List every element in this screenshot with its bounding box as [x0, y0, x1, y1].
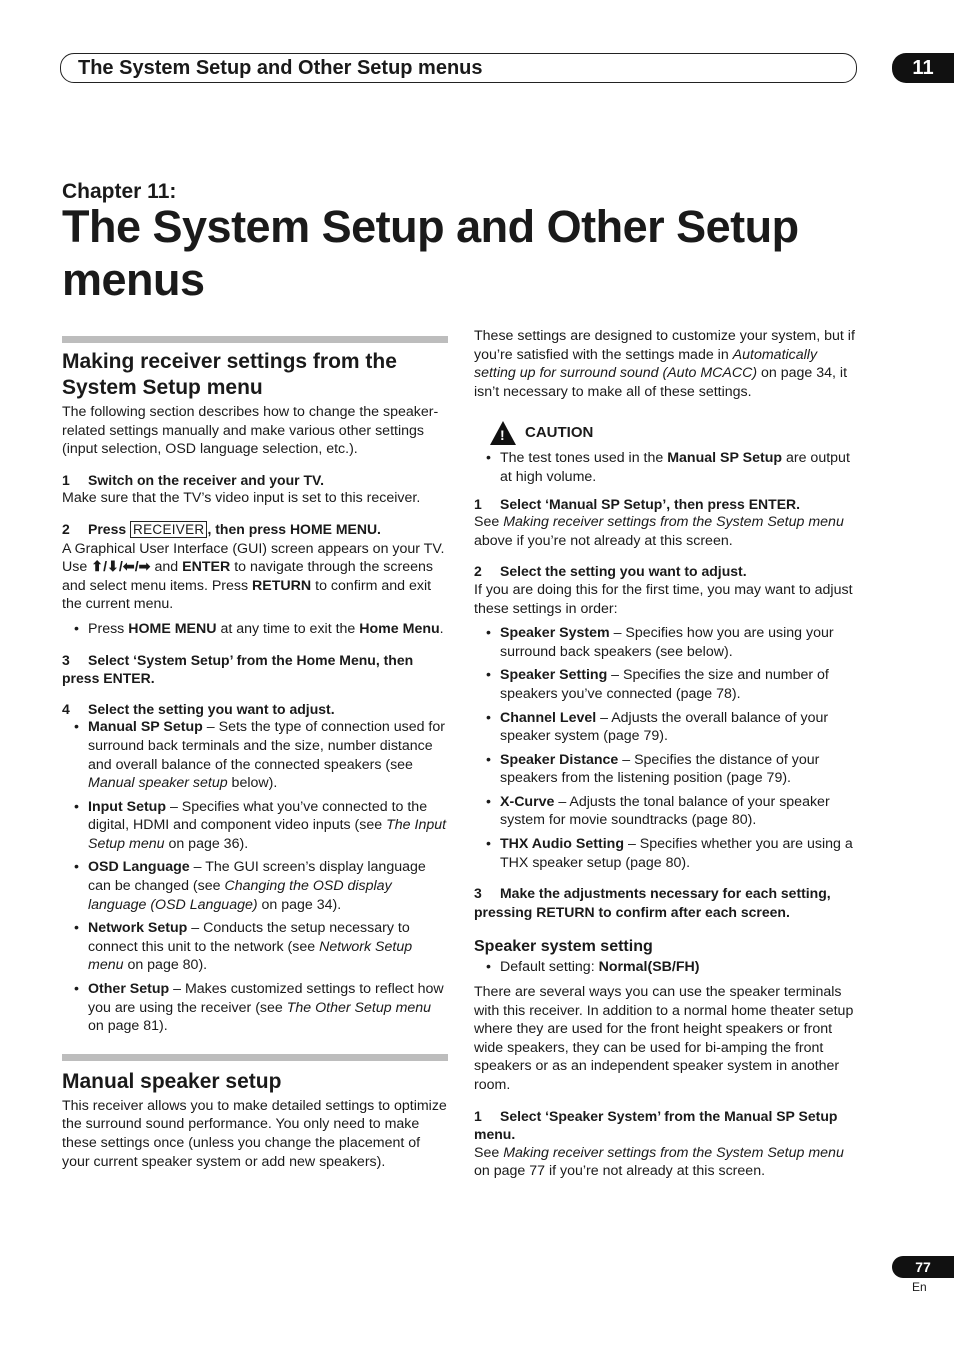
- setting-list: [62, 718, 448, 1036]
- step-3: 3 Select ‘System Setup’ from the Home Menu, then press ENTER.: [62, 651, 414, 687]
- step-2-body: A Graphical User Interface (GUI) screen appears on your TV. Use ⬆/⬇/⬅/➡ and ENTER to navigate through the screens and select menu items. Press RETURN to confirm and exit the current menu.: [62, 540, 445, 613]
- section-rule: [62, 336, 448, 343]
- list-item: • Speaker System – Specifies how you are using your surround back speakers (see below).: [474, 624, 858, 661]
- step-1: 1 Select ‘Manual SP Setup’, then press ENTER.: [474, 495, 801, 512]
- section-rule: [62, 1054, 448, 1061]
- step-3: 3 Make the adjustments necessary for each setting, pressing RETURN to confirm after each screen.: [474, 885, 831, 920]
- section-title-system-setup: Making receiver settings from the System Setup menu: [62, 350, 397, 399]
- step-1-body: See Making receiver settings from the System Setup menu above if you’re not already at this screen.: [474, 514, 844, 549]
- list-item: • Input Setup – Specifies what you’ve connected to the digital, HDMI and component video inputs (see The Input Setup menu on page 36).: [62, 798, 448, 854]
- section-intro: The following section describes how to change the speaker-related settings manually and make various other settings (input selection, OSD language selection, etc.).: [62, 404, 439, 458]
- list-item: • Channel Level – Adjusts the overall balance of your speaker system (page 79).: [474, 709, 858, 746]
- receiver-key: RECEIVER: [130, 521, 207, 538]
- chapter-label: Chapter 11:: [62, 180, 177, 203]
- subsection-title: Speaker system setting: [474, 938, 653, 956]
- language-code: En: [912, 1280, 927, 1294]
- warning-icon: !: [490, 421, 516, 445]
- list-item: • The test tones used in the Manual SP Setup are output at high volume.: [474, 449, 858, 486]
- list-item: • OSD Language – The GUI screen’s display language can be changed (see Changing the OSD display language (OSD Language) on page 34).: [62, 858, 448, 914]
- list-item: • Press HOME MENU at any time to exit the Home Menu.: [62, 620, 448, 639]
- step-select-speaker-system: 1 Select ‘Speaker System’ from the Manual SP Setup menu.: [474, 1107, 838, 1143]
- default-list: [474, 958, 858, 977]
- caution-heading: ! CAUTION: [490, 421, 858, 445]
- step-2: 2 Select the setting you want to adjust.: [474, 563, 747, 580]
- chapter-number-tab: 11: [892, 53, 954, 83]
- adjust-list: [474, 624, 858, 872]
- list-item: • Manual SP Setup – Sets the type of connection used for surround back terminals and the size, number distance and overall balance of the connected speakers (see Manual speaker setup below).: [62, 718, 448, 792]
- step-2-body: If you are doing this for the first time, you may want to adjust these settings in order:: [474, 581, 853, 617]
- step-2-notes: [62, 620, 448, 639]
- arrow-keys-icon: ⬆/⬇/⬅/➡: [91, 559, 151, 576]
- chapter-title: The System Setup and Other Setup menus: [62, 201, 799, 305]
- list-item: • Other Setup – Makes customized settings to reflect how you are using the receiver (see The Other Setup menu on page 81).: [62, 980, 448, 1036]
- step-select-speaker-system-body: See Making receiver settings from the System Setup menu on page 77 if you’re not already at this screen.: [474, 1144, 844, 1180]
- list-item: • X-Curve – Adjusts the tonal balance of your speaker system for movie soundtracks (page 80).: [474, 793, 858, 830]
- list-item: • THX Audio Setting – Specifies whether you are using a THX speaker setup (page 80).: [474, 835, 858, 872]
- list-item: • Speaker Distance – Specifies the distance of your speakers from the listening position (page 79).: [474, 751, 858, 788]
- step-2: 2 Press RECEIVER , then press HOME MENU.: [62, 520, 381, 537]
- manual-speaker-body: This receiver allows you to make detailed settings to optimize the surround sound performance. You only need to make these settings once (unless you change the placement of your current speaker system or add new speakers).: [62, 1097, 447, 1170]
- subsection-body: There are several ways you can use the speaker terminals with this receiver. In addition to a normal home theater setup where they are used for the front height speakers or front wide speakers, they can be used for bi-amping the front speakers or as an independent speaker system in another room.: [474, 984, 854, 1093]
- left-column: [62, 336, 448, 1171]
- list-item: • Network Setup – Conducts the setup necessary to connect this unit to the network (see Network Setup menu on page 80).: [62, 919, 448, 975]
- section-title-manual-speaker: Manual speaker setup: [62, 1069, 282, 1093]
- list-item: • Default setting: Normal(SB/FH): [474, 958, 858, 977]
- header-title: The System Setup and Other Setup menus: [78, 57, 483, 79]
- step-1-body: Make sure that the TV’s video input is set to this receiver.: [62, 490, 421, 507]
- caution-list: [474, 449, 858, 486]
- page-number: 77: [892, 1256, 954, 1278]
- right-intro: These settings are designed to customize your system, but if you’re satisfied with the settings made in Automatically setting up for surround sound (Auto MCACC) on page 34, it isn’t necessary to make all of these settings.: [474, 328, 855, 400]
- list-item: • Speaker Setting – Specifies the size and number of speakers you’ve connected (page 78).: [474, 666, 858, 703]
- right-column: [474, 327, 858, 1181]
- step-4: 4 Select the setting you want to adjust.: [62, 700, 335, 717]
- step-1: 1 Switch on the receiver and your TV.: [62, 471, 324, 488]
